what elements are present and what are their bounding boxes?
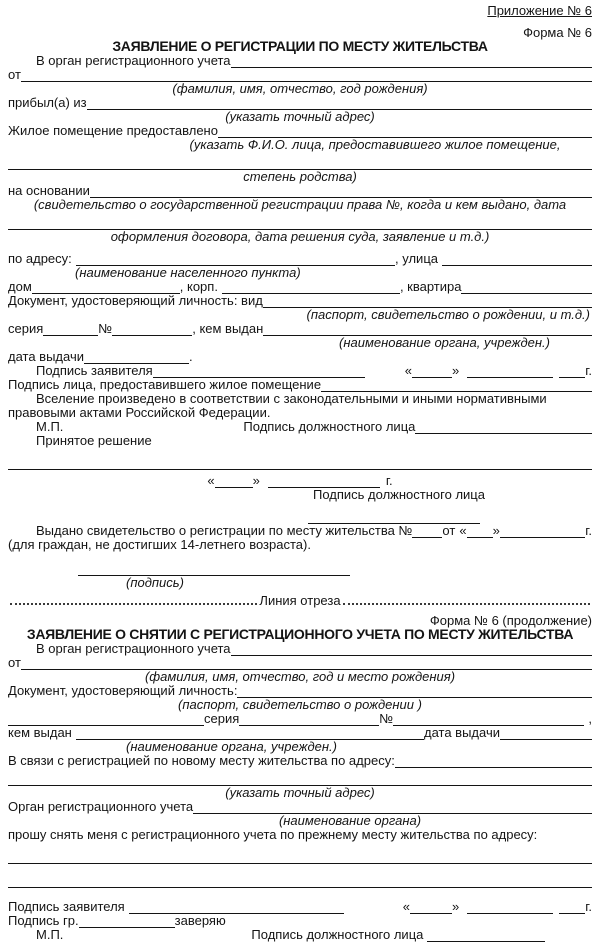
field-decision-day[interactable] — [215, 484, 253, 488]
form1-decision-row — [8, 434, 592, 448]
form1-address-hint-row — [8, 110, 592, 124]
form1-basis-hint2-row — [8, 230, 592, 244]
cut-dots-right — [343, 598, 590, 605]
form2-mp-label: М.П. — [36, 927, 64, 942]
form1-house-row — [8, 280, 592, 294]
cut-dots-left — [10, 598, 257, 605]
field-month[interactable] — [467, 374, 553, 378]
form1-provider-hint1-row — [8, 138, 592, 152]
form1-basis-cont-row — [8, 216, 592, 230]
spacer — [365, 377, 405, 378]
quote-close: » — [451, 899, 460, 915]
form1-official2-line-row — [8, 510, 592, 524]
form1-issuedby-label: , кем выдан — [192, 321, 264, 337]
form1-minors-note: (для граждан, не достигших 14-летнего возраста). — [8, 537, 311, 553]
field-org[interactable] — [231, 64, 592, 68]
quote-close: » — [252, 473, 260, 489]
form1-basis-hint2: оформления договора, дата решения суда, заявление и т.д.) — [110, 229, 490, 245]
cut-line-row — [8, 594, 592, 608]
form2-organ-hint-row — [8, 740, 592, 754]
form1-series-row — [8, 322, 592, 336]
form2-no-label: № — [379, 711, 394, 727]
form1-cert-label: Выдано свидетельство о регистрации по месту жительства № — [36, 523, 413, 539]
quote-open: « — [459, 523, 467, 539]
form1-settlement-hint-row — [8, 266, 592, 280]
form1-arrived-row — [8, 96, 592, 110]
field2-day[interactable] — [410, 910, 452, 914]
form2-organname-hint: (наименование органа) — [278, 813, 422, 829]
form1-basis-row — [8, 184, 592, 198]
form2-newreg-row — [8, 754, 592, 768]
form1-series-label: серия — [8, 321, 44, 337]
form1-no-label: № — [98, 321, 113, 337]
form1-basis-hint1-row — [8, 198, 592, 212]
form1-issuedate-label: дата выдачи — [8, 349, 84, 365]
year-token: г. — [385, 473, 393, 489]
form2-series-row — [8, 712, 592, 726]
form1-provider-hint1: (указать Ф.И.О. лица, предоставившего жилое помещение, — [189, 137, 561, 153]
form1-house-label: дом — [8, 279, 32, 295]
form1-number: Форма № 6 — [523, 25, 592, 41]
quote-open: « — [402, 899, 410, 915]
form1-signature-hint: (подпись) — [126, 575, 184, 591]
form1-provider-cont-row — [8, 156, 592, 170]
form1-title-row — [8, 40, 592, 54]
field2-old-address-2[interactable] — [8, 884, 592, 888]
form2-applicant-sign-row — [8, 900, 592, 914]
quote-open: « — [404, 363, 412, 379]
form1-decision-label: Принятое решение — [36, 433, 152, 449]
form2-regorgan-label: Орган регистрационного учета — [8, 799, 194, 815]
form1-provider-hint2-row — [8, 170, 592, 184]
form1-apartment-label: , квартира — [399, 279, 462, 295]
form2-certify-label: заверяю — [174, 913, 226, 929]
form2-request-row — [8, 828, 592, 842]
form1-decision-line-row — [8, 456, 592, 470]
form2-passport-hint-row — [8, 698, 592, 712]
field-day[interactable] — [412, 374, 452, 378]
form2-oldaddr-line1-row — [8, 850, 592, 864]
form2-organname-hint-row — [8, 814, 592, 828]
appendix-label: Приложение № 6 — [487, 3, 592, 19]
year-token: г. — [585, 523, 592, 539]
form1-provider-sign-row — [8, 378, 592, 392]
form1-iddoc-row — [8, 294, 592, 308]
form2-issuedby-label: кем выдан — [8, 725, 72, 741]
form1-premises-label: Жилое помещение предоставлено — [8, 123, 218, 139]
form2-passport-hint: (паспорт, свидетельство о рождении ) — [178, 697, 422, 713]
field-series[interactable] — [43, 332, 98, 336]
form2-applicant-sign-label: Подпись заявителя — [8, 899, 125, 915]
form1-fio-hint-row — [8, 82, 592, 96]
form1-issuedate-row — [8, 350, 592, 364]
form2-official-sign-label: Подпись должностного лица — [251, 927, 424, 942]
form1-mp-label: М.П. — [36, 419, 64, 435]
form1-statement2-row — [8, 406, 592, 420]
form1-settlement-hint: (наименование населенного пункта) — [75, 265, 301, 281]
form1-address-hint: (указать точный адрес) — [225, 109, 375, 125]
field2-citizen-name[interactable] — [79, 924, 175, 928]
form1-street-label: , улица — [395, 251, 438, 267]
field2-applicant-signature[interactable] — [129, 910, 344, 914]
year-token: г. — [585, 899, 592, 915]
form2-title-row — [8, 628, 592, 642]
dot-token: . — [189, 349, 193, 365]
form1-statement2: правовыми актами Российской Федерации. — [8, 405, 271, 421]
comma-token: , — [588, 711, 592, 727]
field-doc-number[interactable] — [112, 332, 192, 336]
field2-org[interactable] — [231, 652, 592, 656]
form1-official-sign-label: Подпись должностного лица — [243, 419, 416, 435]
form1-locality-label: по адресу: — [8, 251, 72, 267]
spacer — [344, 913, 403, 914]
form1-basis-label: на основании — [8, 183, 90, 199]
form2-exactaddr-hint: (указать точный адрес) — [225, 785, 375, 801]
cut-line-label: Линия отреза — [259, 593, 341, 609]
form2-org-label: В орган регистрационного учета — [36, 641, 231, 657]
form1-provider-sign-label: Подпись лица, предоставившего жилое помещение — [8, 377, 322, 393]
form1-mp-row — [8, 420, 592, 434]
form2-citizen-sign-label: Подпись гр. — [8, 913, 79, 929]
form1-statement1-row — [8, 392, 592, 406]
form2-organ-hint: (наименование органа, учрежден.) — [126, 739, 337, 755]
form2-org-row — [8, 642, 592, 656]
form2-regorgan-row — [8, 800, 592, 814]
form1-basis-hint1: (свидетельство о государственной регистрации права №, когда и кем выдано, дата — [33, 197, 567, 213]
form1-statement1: Вселение произведено в соответствии с законодательными и иными нормативными — [36, 391, 547, 407]
year-token: г. — [585, 363, 592, 379]
form2-issuedby-row — [8, 726, 592, 740]
form2-issuedate-label: дата выдачи — [424, 725, 500, 741]
form1-title: ЗАЯВЛЕНИЕ О РЕГИСТРАЦИИ ПО МЕСТУ ЖИТЕЛЬСТВА — [112, 38, 488, 55]
field-decision[interactable] — [8, 466, 592, 470]
form1-premises-row — [8, 124, 592, 138]
form1-from-label: от — [8, 67, 21, 83]
field-street[interactable] — [442, 262, 592, 266]
form2-title: ЗАЯВЛЕНИЕ О СНЯТИИ С РЕГИСТРАЦИОННОГО УЧЕТА ПО МЕСТУ ЖИТЕЛЬСТВА — [26, 626, 574, 643]
quote-close: » — [492, 523, 500, 539]
form1-passport-hint: (паспорт, свидетельство о рождении, и т.д.) — [306, 307, 590, 323]
field-cert-month[interactable] — [500, 534, 585, 538]
form1-applicant-sign-row — [8, 364, 592, 378]
form1-applicant-sign-label: Подпись заявителя — [36, 363, 153, 379]
form1-org-label: В орган регистрационного учета — [36, 53, 231, 69]
form2-iddoc-label: Документ, удостоверяющий личность: — [8, 683, 238, 699]
form2-from-label: от — [8, 655, 21, 671]
form1-signature-line-row — [8, 562, 592, 576]
field-cert-day[interactable] — [467, 534, 493, 538]
field-cert-number[interactable] — [412, 534, 442, 538]
form1-signature-hint-row — [8, 576, 592, 590]
field2-year[interactable] — [559, 910, 585, 914]
form1-from-row — [8, 68, 592, 82]
form2-request-text: прошу снять меня с регистрационного учета по прежнему месту жительства по адресу: — [8, 827, 538, 843]
form2-newreg-label: В связи с регистрацией по новому месту жительства по адресу: — [8, 753, 395, 769]
form1-minors-row — [8, 538, 592, 552]
form1-org-row — [8, 54, 592, 68]
form1-organ-hint: (наименование органа, учрежден.) — [339, 335, 550, 351]
field2-official-signature[interactable] — [427, 938, 545, 942]
form2-number: Форма № 6 (продолжение) — [429, 613, 592, 629]
form1-official-sign-label2: Подпись должностного лица — [313, 487, 485, 503]
form2-fio-hint-row — [8, 670, 592, 684]
form1-decision-date-row — [8, 474, 592, 488]
form1-provider-hint2: степень родства) — [243, 169, 357, 185]
form2-from-row — [8, 656, 592, 670]
quote-open: « — [207, 473, 215, 489]
form1-building-label: , корп. — [179, 279, 218, 295]
field2-new-address[interactable] — [395, 764, 592, 768]
form2-series-label: серия — [204, 711, 240, 727]
quote-close: » — [451, 363, 460, 379]
form1-cert-row — [8, 524, 592, 538]
form2-fio-hint: (фамилия, имя, отчество, год и место рождения) — [144, 669, 456, 685]
form1-cert-from-label: от — [442, 523, 456, 539]
form1-arrived-label: прибыл(а) из — [8, 95, 87, 111]
form1-organ-hint-row — [8, 336, 592, 350]
form1-iddoc-label: Документ, удостоверяющий личность: вид — [8, 293, 263, 309]
field2-series[interactable] — [239, 722, 379, 726]
form2-exactaddr-hint-row — [8, 786, 592, 800]
form2-iddoc-row — [8, 684, 592, 698]
field-official-signature[interactable] — [415, 430, 592, 434]
form2-citizen-sign-row — [8, 914, 592, 928]
form2-mp-row — [8, 928, 592, 942]
form1-fio-hint: (фамилия, имя, отчество, год рождения) — [172, 81, 428, 97]
field2-issue-date[interactable] — [500, 736, 592, 740]
field-signature[interactable] — [78, 572, 350, 576]
form1-official2-row — [8, 488, 592, 502]
form1-locality-row — [8, 252, 592, 266]
form1-passport-hint-row — [8, 308, 592, 322]
form2-oldaddr-line2-row — [8, 874, 592, 888]
field2-old-address-1[interactable] — [8, 860, 592, 864]
field2-month[interactable] — [467, 910, 553, 914]
form2-newaddr-cont-row — [8, 772, 592, 786]
appendix-header — [8, 4, 592, 18]
field-apartment[interactable] — [461, 290, 592, 294]
field-year[interactable] — [559, 374, 585, 378]
